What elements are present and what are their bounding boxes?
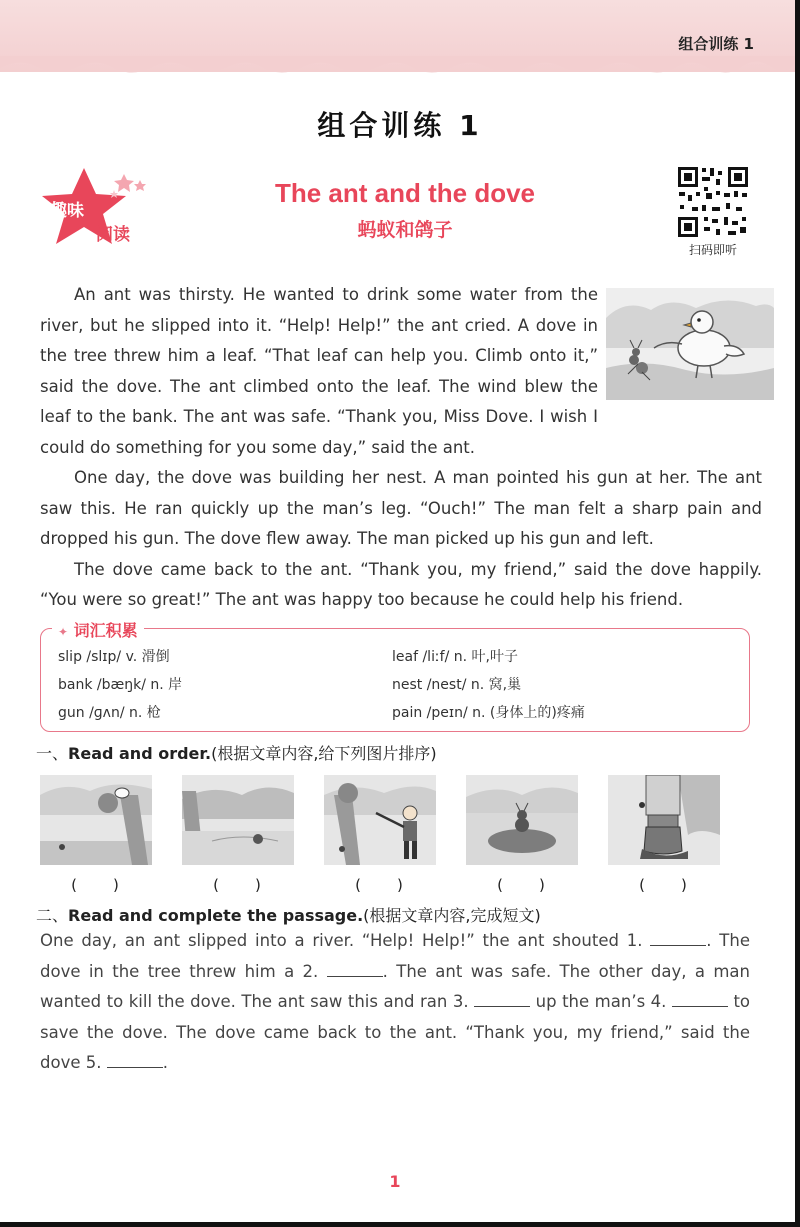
story-paragraph-1: An ant was thirsty. He wanted to drink some water from the river, but he slipped into it. “Help! Help!” the ant cried. A dove in the tree threw him a leaf. “That leaf can help you. Climb onto it,” said the dove. The ant climbed onto the leaf. The wind blew the leaf to the bank. The ant was safe. “Thank you, Miss Dove. I wish I could do something for you some day,” said the ant. xyxy=(40,285,598,457)
question-2-heading: 二、Read and complete the passage.(根据文章内容,完成短文) xyxy=(36,906,541,925)
qr-caption: 扫码即听 xyxy=(688,243,737,257)
completion-passage: One day, an ant slipped into a river. “Help! Help!” the ant shouted 1. . The dove in the tree threw him a 2. . The ant was safe. The other day, a man wanted to kill the dove. The ant saw this and ran 3. up the man’s 4. to save the dove. The dove came back to the ant. “Thank you, my friend,” said the dove 5. . xyxy=(40,931,751,1072)
order-answer-slot-3[interactable]: ( ) xyxy=(355,876,405,894)
badge-text-fun: 趣味 xyxy=(50,201,84,221)
order-answer-slot-2[interactable]: ( ) xyxy=(213,876,263,894)
story-subtitle: 蚂蚁和鸽子 xyxy=(357,219,453,241)
order-picture-2-ant-in-river xyxy=(182,775,294,865)
badge-text-reading: 阅读 xyxy=(96,225,130,245)
story-paragraph-2: One day, the dove was building her nest. A man pointed his gun at her. The ant saw this. He ran quickly up the man’s leg. “Ouch!” The man felt a sharp pain and dropped his gun. The dove flew away. The man picked up his gun and left. xyxy=(40,468,762,548)
story-paragraph-3: The dove came back to the ant. “Thank you, my friend,” said the dove happily. “You were so great!” The ant was happy too because he could help his friend. xyxy=(40,559,762,609)
order-picture-3-man-with-gun xyxy=(324,775,436,865)
order-answer-slot-4[interactable]: ( ) xyxy=(497,876,547,894)
blank-4[interactable] xyxy=(672,991,728,1007)
story-title: The ant and the dove xyxy=(274,178,536,208)
page-title: 组合训练 1 xyxy=(317,109,483,142)
order-picture-4-ant-on-leaf xyxy=(466,775,578,865)
question-1-heading: 一、Read and order.(根据文章内容,给下列图片排序) xyxy=(36,744,437,763)
vocab-item: gun /ɡʌn/ n. 枪 xyxy=(58,705,161,721)
vocab-star-icon: ✦ xyxy=(58,625,69,639)
vocab-item: slip /slɪp/ v. 滑倒 xyxy=(58,649,170,665)
order-picture-5-ant-bites-leg xyxy=(608,775,720,865)
header-scallop-border xyxy=(0,56,795,80)
vocab-item: nest /nest/ n. 窝,巢 xyxy=(392,677,522,693)
order-answer-slot-1[interactable]: ( ) xyxy=(71,876,121,894)
vocab-item: leaf /liːf/ n. 叶,叶子 xyxy=(392,649,518,665)
story-passage xyxy=(40,280,762,616)
blank-3[interactable] xyxy=(474,991,530,1007)
header-section-label: 组合训练 1 xyxy=(678,35,754,53)
blank-1[interactable] xyxy=(650,930,706,946)
blank-2[interactable] xyxy=(327,961,383,977)
vocab-item: bank /bæŋk/ n. 岸 xyxy=(58,677,183,693)
page-number: 1 xyxy=(389,1172,401,1191)
order-answer-slot-5[interactable]: ( ) xyxy=(639,876,689,894)
vocab-item: pain /peɪn/ n. (身体上的)疼痛 xyxy=(392,705,585,721)
order-picture-1-dove-in-tree xyxy=(40,775,152,865)
qr-code[interactable] xyxy=(676,165,750,239)
blank-5[interactable] xyxy=(107,1052,163,1068)
vocabulary-title: ✦ 词汇积累 xyxy=(52,618,144,641)
